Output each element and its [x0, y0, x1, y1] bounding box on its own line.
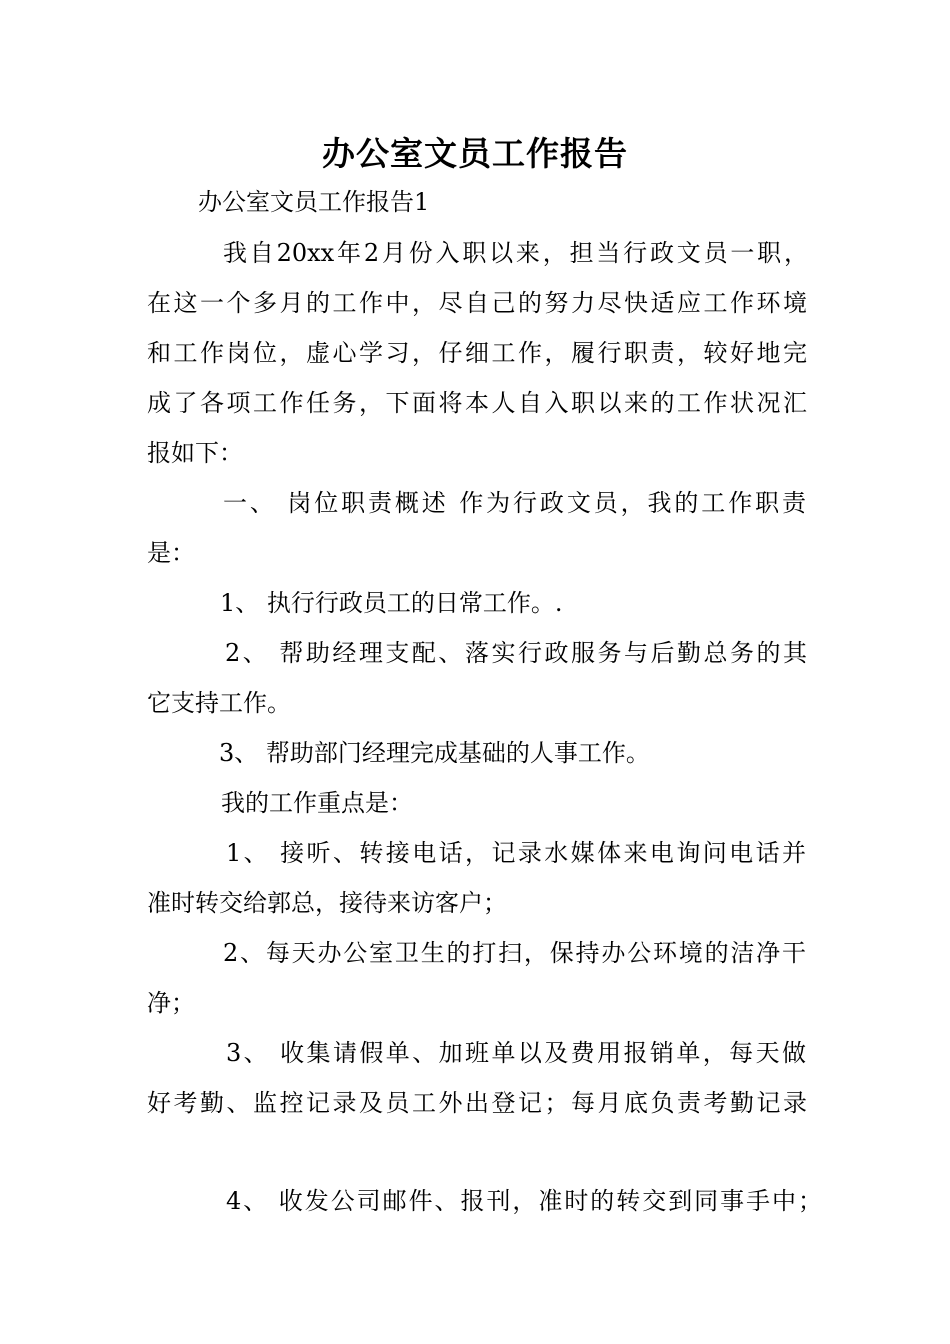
- paragraph-line: 净；: [147, 989, 195, 1017]
- list-item: 1、 接听、转接电话，记录水媒体来电询问电话并: [226, 839, 806, 867]
- list-item: 2、 帮助经理支配、落实行政服务与后勤总务的其: [225, 639, 807, 667]
- paragraph-line: 它支持工作。: [147, 689, 291, 717]
- document-subtitle: 办公室文员工作报告1: [198, 188, 430, 216]
- paragraph-line: 是：: [147, 539, 195, 567]
- paragraph-line: 成了各项工作任务，下面将本人自入职以来的工作状况汇: [147, 389, 807, 417]
- list-item: 3、 帮助部门经理完成基础的人事工作。: [219, 739, 650, 767]
- paragraph-line: 在这一个多月的工作中，尽自己的努力尽快适应工作环境: [147, 289, 807, 317]
- section-heading-line: 一、 岗位职责概述 作为行政文员，我的工作职责: [223, 489, 806, 517]
- paragraph-line: 报如下：: [147, 439, 243, 467]
- document-title: 办公室文员工作报告: [322, 134, 628, 173]
- paragraph-line: 和工作岗位，虚心学习，仔细工作，履行职责，较好地完: [147, 339, 807, 367]
- paragraph-line: 我的工作重点是：: [221, 789, 413, 817]
- list-item: 4、 收发公司邮件、报刊，准时的转交到同事手中；: [226, 1187, 822, 1215]
- paragraph-line: 准时转交给郭总，接待来访客户；: [147, 889, 507, 917]
- paragraph-line: 我自20xx年2月份入职以来，担当行政文员一职，: [223, 239, 808, 267]
- paragraph-line: 好考勤、监控记录及员工外出登记；每月底负责考勤记录: [147, 1089, 807, 1117]
- list-item: 3、 收集请假单、加班单以及费用报销单，每天做: [226, 1039, 806, 1067]
- list-item: 2、每天办公室卫生的打扫，保持办公环境的洁净干: [223, 939, 806, 967]
- list-item: 1、 执行行政员工的日常工作。.: [220, 589, 563, 617]
